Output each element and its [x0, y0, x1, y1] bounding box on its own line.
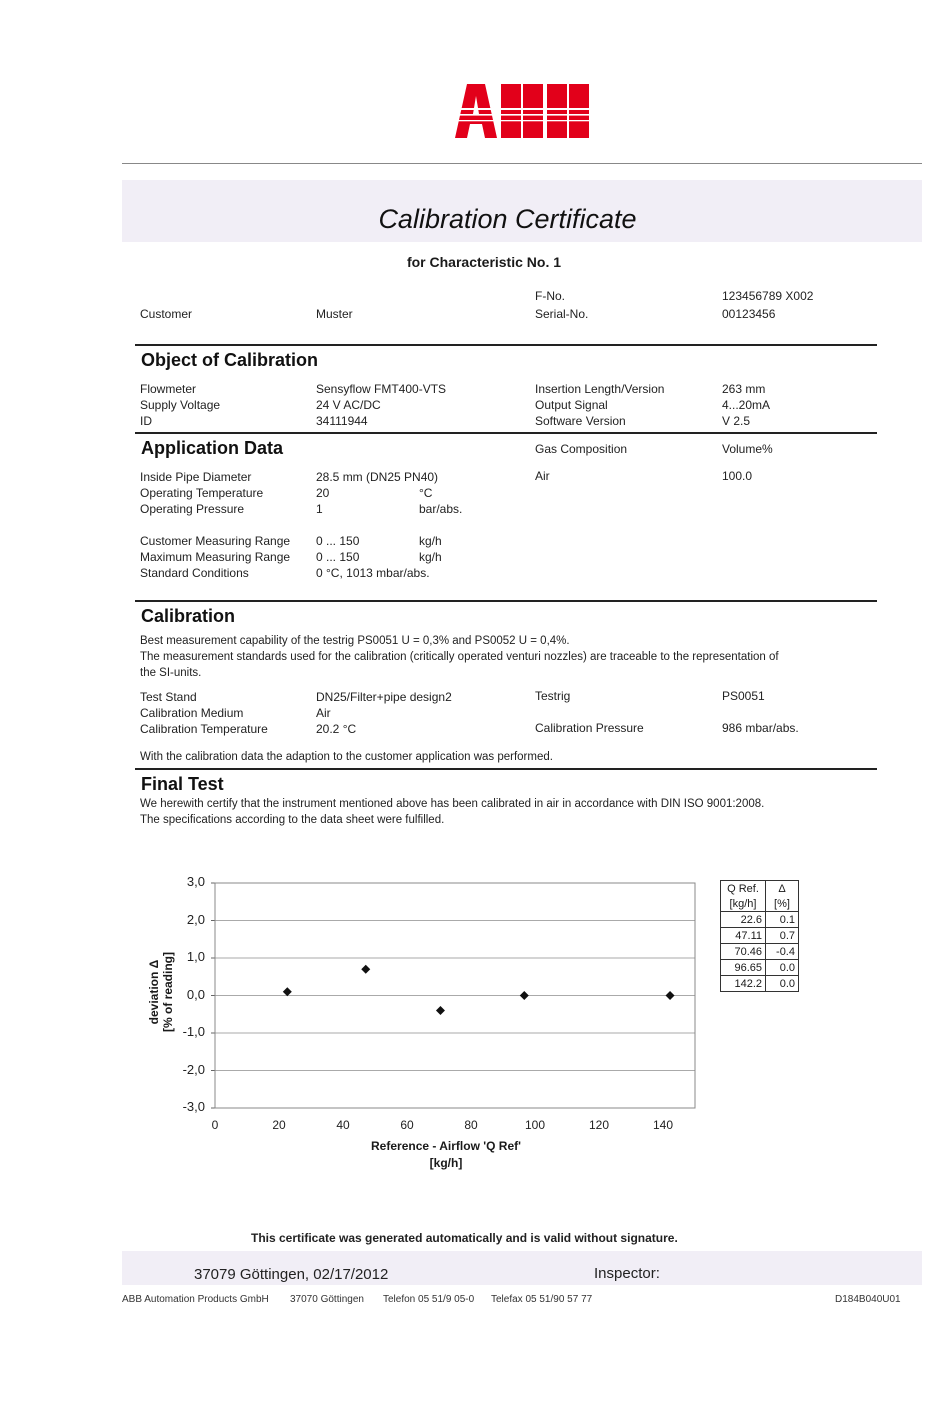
y-tick-label: -2,0: [182, 1061, 205, 1077]
supply-voltage-label: Supply Voltage: [140, 398, 221, 412]
cal-pressure-value: 986 mbar/abs.: [722, 721, 799, 735]
output-signal-label: Output Signal: [535, 398, 608, 412]
y-axis-label: [147, 942, 175, 1042]
id-label: ID: [140, 414, 152, 428]
x-axis-label: [346, 1138, 546, 1172]
calibration-paragraph: [140, 633, 840, 681]
delta-unit: [%]: [766, 896, 799, 912]
chart-grid: [211, 883, 695, 1108]
op-temp-unit: °C: [419, 486, 433, 500]
x-axis-unit: [kg/h]: [429, 1156, 463, 1170]
output-signal-value: 4...20mA: [722, 398, 771, 412]
table-row: [721, 960, 799, 976]
delta-header: Δ: [766, 881, 799, 897]
final-test-rule: [135, 768, 877, 770]
specifications-text: The specifications according to the data sheet were fulfilled.: [140, 814, 445, 826]
max-range-label: Maximum Measuring Range: [140, 550, 291, 564]
customer-range-label: Customer Measuring Range: [140, 534, 291, 548]
adaption-note: With the calibration data the adaption to the customer application was performed.: [140, 751, 553, 763]
table-row: [721, 928, 799, 944]
cal-medium-label: Calibration Medium: [140, 706, 244, 720]
inspector-label: Inspector:: [594, 1265, 660, 1282]
calibration-rule: [135, 600, 877, 602]
x-tick-label: 60: [400, 1118, 414, 1132]
characteristic-subtitle: for Characteristic No. 1: [406, 254, 562, 270]
test-stand-value: DN25/Filter+pipe design2: [316, 690, 452, 704]
insertion-label: Insertion Length/Version: [535, 382, 665, 396]
testrig-value: PS0051: [722, 689, 765, 703]
calibration-heading: Calibration: [141, 606, 236, 626]
test-stand-label: Test Stand: [140, 690, 197, 704]
standard-conditions-label: Standard Conditions: [140, 566, 249, 580]
y-axis-title: deviation Δ: [147, 959, 161, 1025]
serial-value: 00123456: [722, 307, 776, 321]
y-tick-label: -1,0: [182, 1024, 205, 1039]
x-axis-title: Reference - Airflow 'Q Ref': [371, 1139, 521, 1153]
op-temp-label: Operating Temperature: [140, 486, 264, 500]
chart-points: [283, 965, 675, 1015]
y-tick-label: 0,0: [186, 986, 205, 1002]
cal-medium-value: Air: [316, 706, 331, 720]
document-code: D184B040U01: [835, 1294, 901, 1305]
x-tick-label: 0: [211, 1118, 219, 1132]
x-tick-label: 140: [652, 1118, 674, 1132]
q-ref-unit: [kg/h]: [721, 896, 766, 912]
abb-logo: [455, 84, 591, 143]
data-point: [436, 1006, 445, 1015]
gas-value: 100.0: [722, 469, 753, 483]
pipe-diameter-value: 28.5 mm (DN25 PN40): [316, 470, 439, 484]
op-pressure-label: Operating Pressure: [140, 502, 245, 516]
delta-cell: 0.0: [766, 976, 799, 992]
customer-label: Customer: [140, 307, 193, 321]
top-divider: [122, 163, 922, 164]
delta-cell: 0.1: [766, 912, 799, 928]
customer-range-unit: kg/h: [419, 534, 442, 548]
company-address: 37070 Göttingen: [290, 1294, 364, 1305]
flowmeter-value: Sensyflow FMT400-VTS: [316, 382, 447, 396]
si-units-text: the SI-units.: [140, 667, 202, 679]
q-ref-cell: 70.46: [721, 944, 766, 960]
standard-conditions-value: 0 °C, 1013 mbar/abs.: [316, 566, 430, 580]
application-heading: Application Data: [141, 438, 284, 458]
q-ref-cell: 96.65: [721, 960, 766, 976]
op-pressure-unit: bar/abs.: [419, 502, 463, 516]
id-value: 34111944: [316, 414, 368, 428]
data-point: [283, 987, 292, 996]
x-tick-label: 100: [524, 1118, 546, 1132]
op-temp-value: 20: [316, 486, 330, 500]
place-date: 37079 Göttingen, 02/17/2012: [194, 1266, 389, 1283]
fno-label: F-No.: [535, 289, 565, 303]
customer-range-value: 0 ... 150: [316, 534, 360, 548]
y-tick-label: 2,0: [186, 911, 205, 927]
gas-composition-label: Gas Composition: [535, 442, 628, 456]
delta-cell: 0.7: [766, 928, 799, 944]
gas-name: Air: [535, 469, 550, 483]
insertion-value: 263 mm: [722, 382, 766, 396]
max-range-value: 0 ... 150: [316, 550, 360, 564]
op-pressure-value: 1: [316, 502, 323, 516]
x-tick-label: 40: [336, 1118, 350, 1132]
capability-text: Best measurement capability of the testrig PS0051 U = 0,3% and PS0052 U = 0,4%.: [140, 635, 570, 647]
data-point: [666, 991, 675, 1000]
table-row: [721, 976, 799, 992]
cal-temp-value: 20.2 °C: [316, 722, 357, 736]
q-ref-cell: 142.2: [721, 976, 766, 992]
q-ref-cell: 22.6: [721, 912, 766, 928]
max-range-unit: kg/h: [419, 550, 442, 564]
y-tick-label: -3,0: [182, 1099, 205, 1114]
table-header-row: [721, 881, 799, 897]
testrig-label: Testrig: [535, 689, 571, 703]
certify-text: We herewith certify that the instrument mentioned above has been calibrated in air in accordance with DIN ISO 9001:2008.: [140, 798, 765, 810]
certificate-title: Calibration Certificate: [378, 204, 637, 234]
application-rule: [135, 432, 877, 434]
x-tick-label: 80: [464, 1118, 478, 1132]
cal-temp-label: Calibration Temperature: [140, 722, 268, 736]
plot-area: [215, 883, 695, 1108]
q-ref-cell: 47.11: [721, 928, 766, 944]
delta-cell: -0.4: [766, 944, 799, 960]
delta-cell: 0.0: [766, 960, 799, 976]
table-unit-row: [721, 896, 799, 912]
fno-value: 123456789 X002: [722, 289, 814, 303]
q-ref-header: Q Ref.: [721, 881, 766, 897]
software-value: V 2.5: [722, 414, 751, 428]
object-rule: [135, 344, 877, 346]
supply-voltage-value: 24 V AC/DC: [316, 398, 381, 412]
gas-unit: Volume%: [722, 442, 773, 456]
traceability-text: The measurement standards used for the calibration (critically operated venturi nozzles) are traceable to the representation of: [140, 651, 779, 663]
table-row: [721, 944, 799, 960]
company-phone: Telefon 05 51/9 05-0: [383, 1294, 475, 1305]
data-point: [520, 991, 529, 1000]
company-fax: Telefax 05 51/90 57 77: [491, 1294, 593, 1305]
table-row: [721, 912, 799, 928]
validity-note: This certificate was generated automatically and is valid without signature.: [251, 1231, 678, 1245]
pipe-diameter-label: Inside Pipe Diameter: [140, 470, 252, 484]
x-tick-label: 120: [588, 1118, 610, 1132]
data-point: [361, 965, 370, 974]
serial-label: Serial-No.: [535, 307, 589, 321]
y-axis-unit: [% of reading]: [161, 952, 175, 1032]
object-heading: Object of Calibration: [141, 350, 319, 370]
x-tick-label: 20: [272, 1118, 286, 1132]
customer-value: Muster: [316, 307, 353, 321]
y-tick-label: 1,0: [186, 949, 205, 964]
software-label: Software Version: [535, 414, 626, 428]
company-name: ABB Automation Products GmbH: [122, 1294, 269, 1305]
final-test-heading: Final Test: [141, 774, 224, 794]
cal-pressure-label: Calibration Pressure: [535, 721, 644, 735]
flowmeter-label: Flowmeter: [140, 382, 197, 396]
final-test-paragraph: [140, 796, 860, 828]
y-tick-label: 3,0: [186, 874, 205, 889]
deviation-table: [720, 880, 799, 992]
